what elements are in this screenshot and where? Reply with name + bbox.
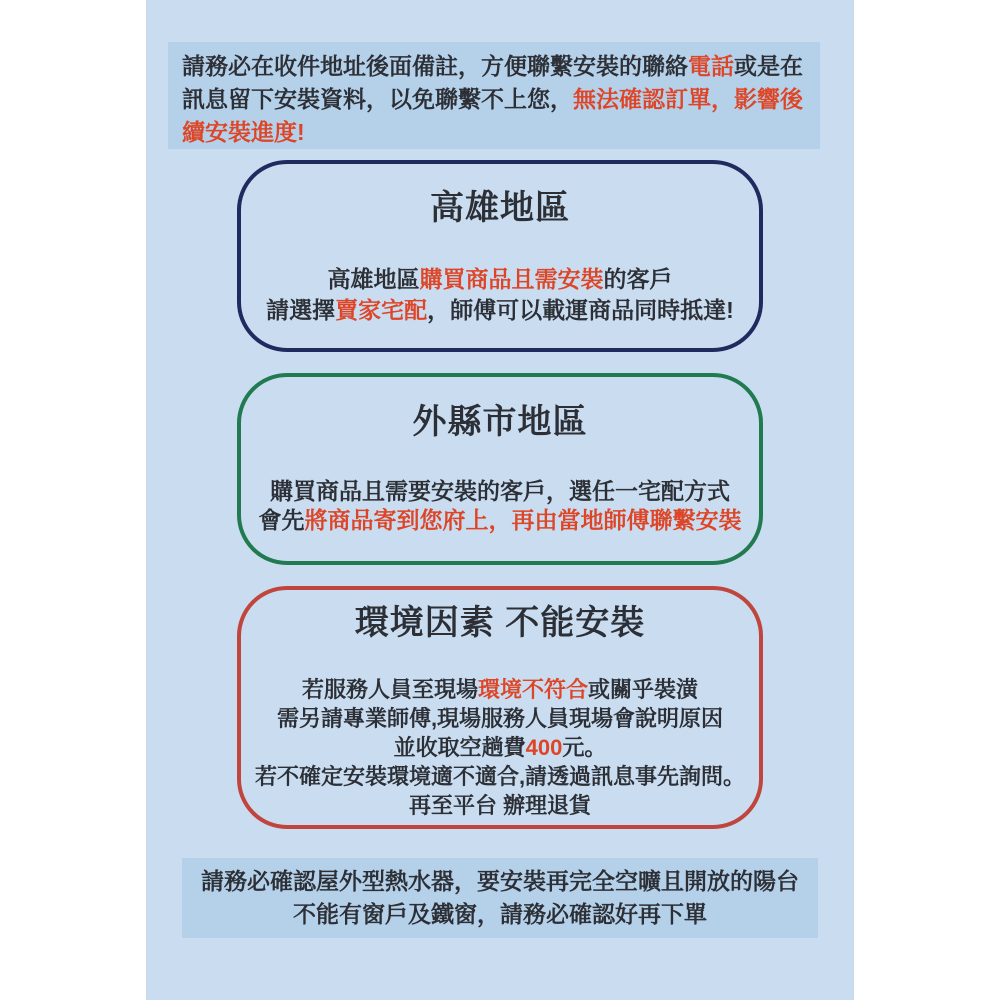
text-line [182,865,818,898]
text-segment: 再至平台 辦理退貨 [408,793,592,818]
box-title-other-counties: 外縣市地區 [412,403,588,441]
text-segment: 請選擇 [266,297,336,323]
text-segment: 的客戶 [603,266,673,292]
text-line [241,264,759,295]
highlighted-text: 購買商品且需安裝 [419,266,604,292]
notice-box-other-counties [237,373,763,565]
text-segment: 會先 [258,507,305,533]
text-line [241,733,759,762]
text-segment: ，師傅可以載運商品同時抵達! [427,297,734,323]
highlighted-text: 續安裝進度! [182,119,305,145]
highlighted-text: 環境不符合 [477,677,588,702]
bottom-notice [182,858,818,938]
highlighted-text: 電話 [688,53,734,79]
text-segment: 或是在 [734,53,803,79]
text-segment: 不能有窗戶及鐵窗，請務必確認好再下單 [293,901,707,927]
text-segment: 訊息留下安裝資料，以免聯繫不上您， [182,86,573,112]
highlighted-text: 400 [525,735,563,760]
text-segment: 或關乎裝潢 [588,677,699,702]
box-title-kaohsiung: 高雄地區 [430,189,570,227]
text-segment: 需另請專業師傅,現場服務人員現場會說明原因 [276,706,724,731]
text-segment: 並收取空趟費 [393,735,526,760]
box-body-other-counties [241,477,759,535]
text-segment: 請務必在收件地址後面備註，方便聯繫安裝的聯絡 [182,53,688,79]
top-notice [168,42,820,149]
notice-box-environment [237,586,763,829]
text-line [241,704,759,733]
text-line [241,762,759,791]
text-line [241,675,759,704]
text-line [241,506,759,535]
notice-box-kaohsiung [237,160,763,352]
box-body-environment [241,675,759,820]
text-segment: 高雄地區 [327,266,420,292]
text-line [182,898,818,931]
text-line [241,477,759,506]
text-line [182,116,810,149]
box-body-kaohsiung [241,264,759,326]
highlighted-text: 無法確認訂單，影響後 [573,86,803,112]
text-segment: 購買商品且需要安裝的客戶，選任一宅配方式 [270,478,730,504]
text-segment: 請務必確認屋外型熱水器，要安裝再完全空曠且開放的陽台 [201,868,799,894]
text-line [241,791,759,820]
text-line [182,83,810,116]
highlighted-text: 賣家宅配 [335,297,428,323]
text-line [241,295,759,326]
text-segment: 若不確定安裝環境適不適合,請透過訊息事先詢問。 [254,764,746,789]
text-segment: 元。 [562,735,607,760]
text-line [182,50,810,83]
highlighted-text: 將商品寄到您府上，再由當地師傅聯繫安裝 [304,507,742,533]
box-title-environment: 環境因素 不能安裝 [354,604,646,642]
text-segment: 若服務人員至現場 [301,677,478,702]
